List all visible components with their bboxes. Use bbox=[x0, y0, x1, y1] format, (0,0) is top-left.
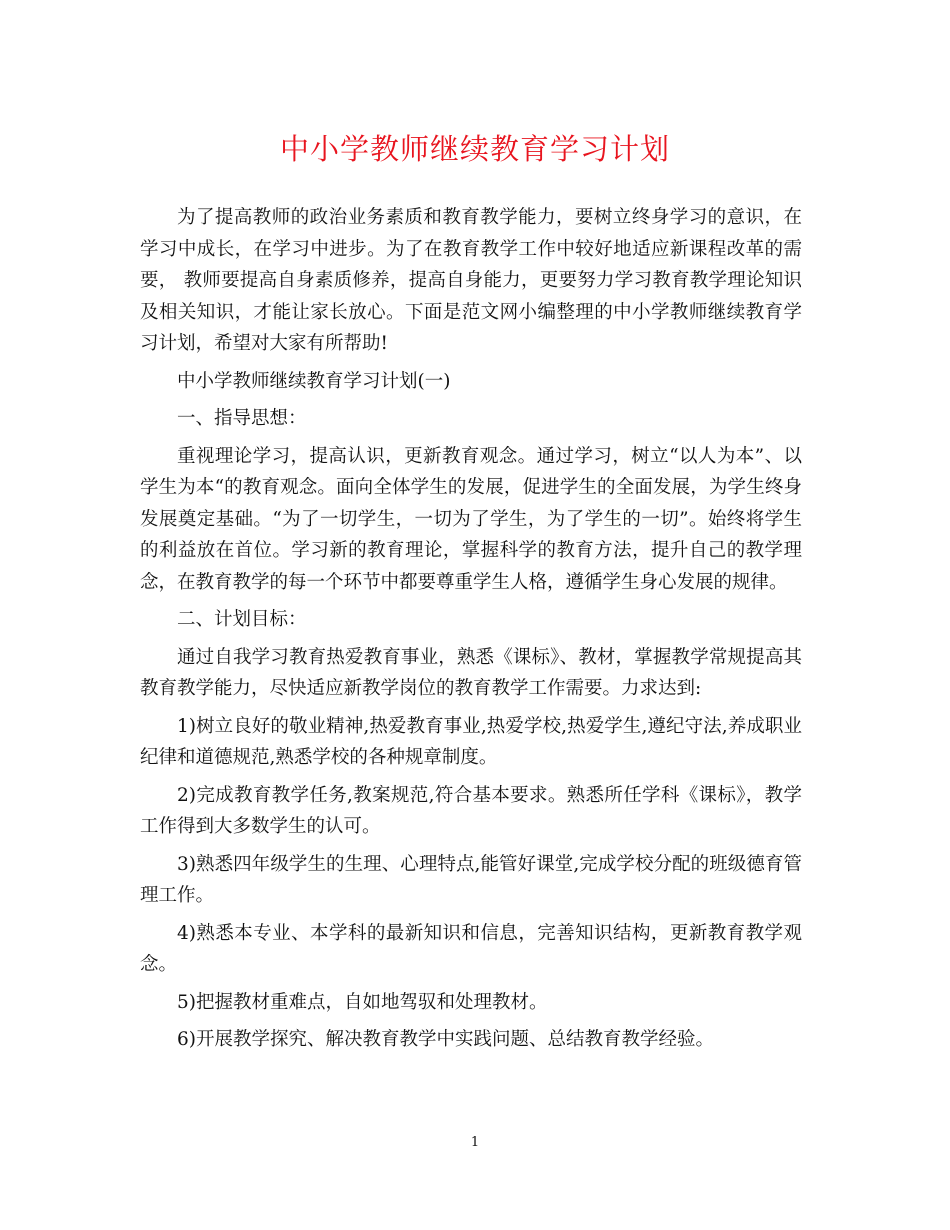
intro-paragraph: 为了提高教师的政治业务素质和教育教学能力，要树立终身学习的意识，在学习中成长，在学习中进步。为了在教育教学工作中较好地适应新课程改革的需要， 教师要提高自身素质修养，提高自身能力，更要努力学习教育教学理论知识及相关知识，才能让家长放心。下面是范文网小编整理的中小学教师继续教育学习计划，希望对大家有所帮助! bbox=[140, 207, 802, 354]
plan-goals-paragraph: 通过自我学习教育热爱教育事业，熟悉《课标》、教材，掌握教学常规提高其教育教学能力，尽快适应新教学岗位的教育教学工作需要。力求达到: bbox=[140, 646, 802, 699]
goal-item-2: 2)完成教育教学任务,教案规范,符合基本要求。熟悉所任学科《课标》，教学工作得到大多数学生的认可。 bbox=[140, 784, 802, 837]
goal-item-5: 5)把握教材重难点，自如地驾驭和处理教材。 bbox=[177, 991, 548, 1013]
goal-item-4: 4)熟悉本专业、本学科的最新知识和信息，完善知识结构，更新教育教学观念。 bbox=[140, 922, 802, 975]
goal-item-1: 1)树立良好的敬业精神,热爱教育事业,热爱学校,热爱学生,遵纪守法,养成职业纪律和道德规范,熟悉学校的各种规章制度。 bbox=[140, 715, 802, 768]
document-title: 中小学教师继续教育学习计划 bbox=[279, 132, 670, 166]
document-body bbox=[140, 202, 802, 1062]
section-heading-guiding-thought: 一、指导思想： bbox=[177, 408, 307, 429]
goal-item-3: 3)熟悉四年级学生的生理、心理特点,能管好课堂,完成学校分配的班级德育管理工作。 bbox=[140, 853, 802, 906]
page-number: 1 bbox=[470, 1135, 480, 1150]
goal-item-6: 6)开展教学探究、解决教育教学中实践问题、总结教育教学经验。 bbox=[177, 1029, 714, 1050]
section-heading-plan-goals: 二、计划目标： bbox=[177, 609, 307, 630]
section-heading-plan-one: 中小学教师继续教育学习计划(一) bbox=[177, 370, 451, 392]
guiding-thought-paragraph: 重视理论学习，提高认识，更新教育观念。通过学习，树立“以人为本”、以学生为本“的教育观念。面向全体学生的发展，促进学生的全面发展，为学生终身发展奠定基础。“为了一切学生，一切为了学生，为了学生的一切”。始终将学生的利益放在首位。学习新的教育理论，掌握科学的教育方法，提升自己的教学理念，在教育教学的每一个环节中都要尊重学生人格，遵循学生身心发展的规律。 bbox=[140, 445, 802, 593]
